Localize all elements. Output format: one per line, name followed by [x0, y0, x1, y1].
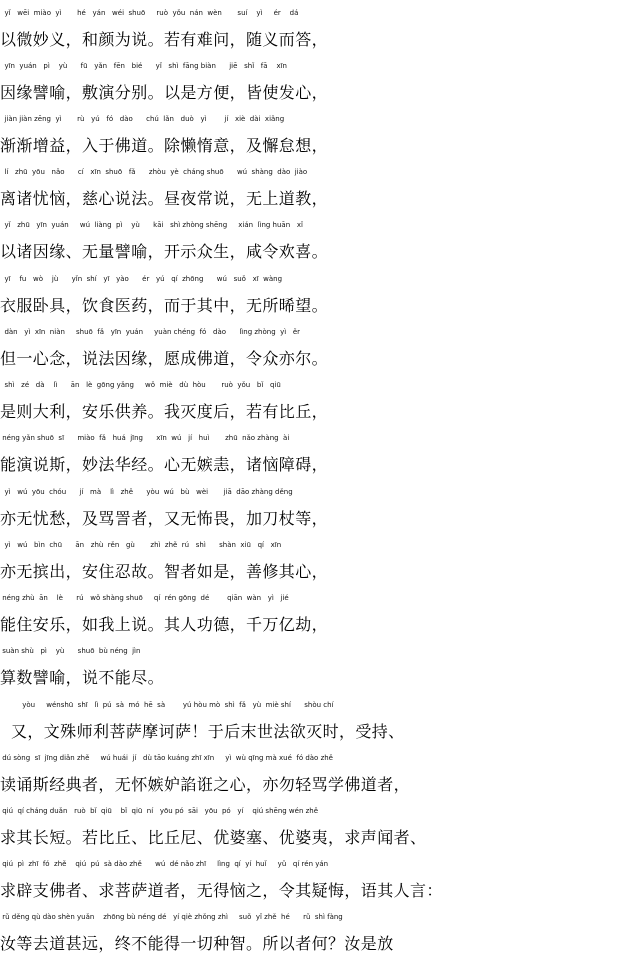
pinyin-annotation: yǐ zhū yīn yuán wú liàng pì yù kāi shì zhòng shēng xián lìng huān xǐ — [0, 221, 303, 229]
chinese-text: 亦无忧愁，及骂詈者，又无怖畏，加刀杖等， — [0, 509, 329, 528]
chinese-text: 以微妙义，和颜为说。若有难问，随义而答， — [0, 30, 329, 49]
pinyin-annotation: jiàn jiàn zēng yì rù yú fó dào chú lǎn duò yì jí xiè dài xiǎng — [0, 115, 285, 123]
verse-line — [0, 216, 630, 278]
pinyin-annotation: néng zhù ān lè rú wǒ shàng shuō qí rén gōng dé qiān wàn yì jié — [0, 594, 289, 602]
pinyin-annotation: yì wú bìn chū ān zhù rěn gù zhì zhě rú shì shàn xiū qí xīn — [0, 541, 282, 549]
verse-line — [0, 642, 630, 704]
chinese-text: 又，文殊师利菩萨摩诃萨！于后末世法欲灭时，受持、 — [0, 722, 405, 741]
chinese-text: 衣服卧具，饮食医药，而于其中，无所晞望。 — [0, 296, 329, 315]
pinyin-annotation: dàn yì xīn niàn shuō fǎ yīn yuán yuàn chéng fó dào lìng zhòng yì ěr — [0, 328, 301, 336]
chinese-text: 渐渐增益，入于佛道。除懒惰意，及懈怠想， — [0, 136, 329, 155]
pinyin-annotation: qiú qí cháng duǎn ruò bǐ qiū bǐ qiū ní yōu pó sāi yōu pó yí qiú shēng wén zhě — [0, 807, 319, 815]
chinese-text: 能演说斯，妙法华经。心无嫉恚，诸恼障碍， — [0, 455, 329, 474]
chinese-text: 求其长短。若比丘、比丘尼、优婆塞、优婆夷，求声闻者、 — [0, 828, 427, 847]
pinyin-annotation: yì wú yōu chóu jí mà lì zhě yòu wú bù wèi jiā dāo zhàng děng — [0, 488, 293, 496]
pinyin-annotation: rǔ děng qù dào shèn yuǎn zhōng bù néng dé yí qiè zhǒng zhì suǒ yǐ zhě hé rǔ shì fàng — [0, 913, 343, 921]
verse-line — [0, 429, 630, 491]
chinese-text: 亦无摈出，安住忍故。智者如是，善修其心， — [0, 562, 329, 581]
chinese-text: 是则大利，安乐供养。我灭度后，若有比丘， — [0, 402, 329, 421]
pinyin-annotation: néng yǎn shuō sī miào fǎ huá jīng xīn wú jí huì zhū nǎo zhàng ài — [0, 434, 290, 442]
pinyin-annotation: lí zhū yōu nǎo cí xīn shuō fǎ zhòu yè cháng shuō wú shàng dào jiào — [0, 168, 308, 176]
pinyin-annotation: dú sòng sī jīng diǎn zhě wú huái jí dù tāo kuáng zhī xīn yì wù qīng mà xué fó dào zhě — [0, 754, 333, 762]
pinyin-annotation: suàn shù pì yù shuō bù néng jìn — [0, 647, 141, 655]
chinese-text: 读诵斯经典者，无怀嫉妒諂诳之心，亦勿轻骂学佛道者， — [0, 775, 411, 794]
pinyin-annotation: yī fu wò jù yǐn shí yī yào ér yú qí zhōng wú suǒ xī wàng — [0, 275, 283, 283]
pinyin-annotation: qiú pì zhī fó zhě qiú pú sà dào zhě wú dé nǎo zhī lìng qí yí huǐ yǔ qí rén yán — [0, 860, 329, 868]
chinese-text: 算数譬喻，说不能尽。 — [0, 668, 165, 687]
pinyin-annotation: yǐ wēi miào yì hé yán wéi shuō ruò yǒu nán wèn suí yì ér dá — [0, 9, 299, 17]
pinyin-annotation: yòu wénshū shī lì pú sà mó hē sà yú hòu mò shì fǎ yù miè shí shòu chí — [0, 701, 334, 709]
chinese-text: 能住安乐，如我上说。其人功德，千万亿劫， — [0, 615, 329, 634]
chinese-text: 以诸因缘、无量譬喻，开示众生，咸令欢喜。 — [0, 242, 329, 261]
chinese-text: 但一心念，说法因缘，愿成佛道，令众亦尔。 — [0, 349, 329, 368]
pinyin-annotation: shì zé dà lì ān lè gōng yǎng wǒ miè dù hòu ruò yǒu bǐ qiū — [0, 381, 281, 389]
chinese-text: 汝等去道甚远，终不能得一切种智。所以者何？汝是放 — [0, 934, 394, 953]
paragraph-line — [0, 908, 630, 970]
pinyin-annotation: yīn yuán pì yù fū yǎn fēn bié yǐ shì fāng biàn jiē shǐ fā xīn — [0, 62, 287, 70]
chinese-text: 离诸忧恼，慈心说法。昼夜常说，无上道教， — [0, 189, 329, 208]
chinese-text: 求辟支佛者、求菩萨道者，无得恼之，令其疑悔，语其人言： — [0, 881, 443, 900]
chinese-text: 因缘譬喻，敷演分别。以是方便，皆使发心， — [0, 83, 329, 102]
